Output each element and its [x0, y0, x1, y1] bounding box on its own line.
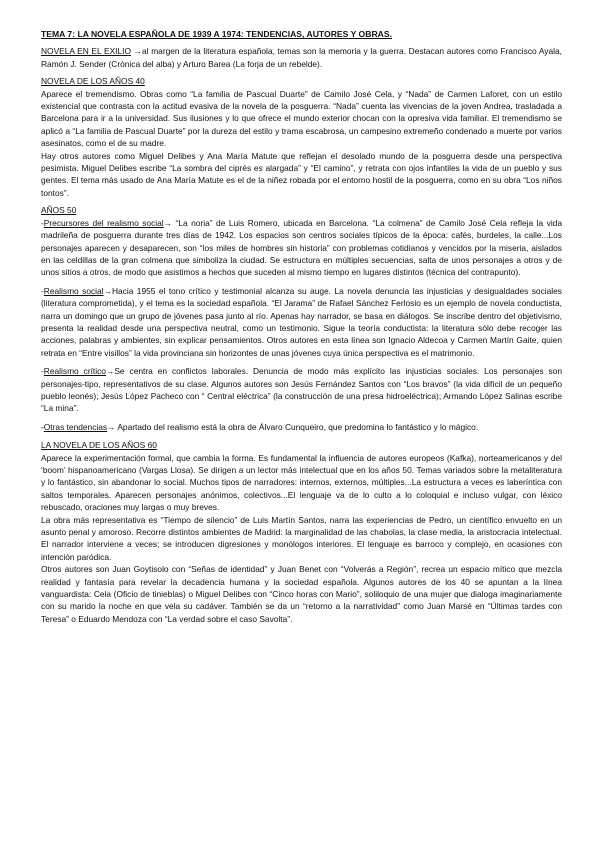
otras-tendencias-text: → Apartado del realismo está la obra de Álvaro Cunqueiro, que predomina lo fantástico y lo mágico.: [107, 421, 479, 432]
realismo-critico-label: Realismo crítico: [43, 366, 106, 377]
anos60-paragraph-3: Otros autores son Juan Goytisolo con “Señas de identidad” y Juan Benet con “Volverás a Región”, recrea un espacio mítico que mezcla realidad y fantasía para revelar la decadencia humana y la sociedad española. Algunos autores de los 40 se apuntan a la línea vanguardista: Cela (Oficio de tinieblas) o Miguel Delibes con “Cinco horas con Mario”, soliloquio de una mujer que dialoga imaginariamente con su marido la noche en que vela su cadáver. También se da un “retorno a la narratividad” como Juan Marsé en “Últimas tardes con Teresa” o Eduardo Mendoza con “La verdad sobre el caso Savolta”.: [41, 564, 562, 624]
realismo-social-paragraph: -Realismo social→Hacia 1955 el tono crítico y testimonial alcanza su auge. La novela denuncia las injusticias y desigualdades sociales (literatura comprometida), y el tema es la sociedad española. “El Jarama” de Rafael Sánchez Ferlosio es un ejemplo de novela conductista, narra un domingo que un grupo de jóvenes pasa junto al río. Apenas hay narrador, se basa en diálogos. Se inscribe dentro del objetivismo, presenta la realidad desde una perspectiva neutral, como un testimonio. Sigue la teoría conductista: la literatura sólo debe recoger las acciones, palabras y ambientes, sin explicar pensamientos. Otros autores en esta línea son Ignacio Aldecoa y Carmen Martín Gaite, quien retrata en “Entre visillos” la vida provinciana sin horizontes de unas jóvenes cuya única perspectiva es el matrimonio.: [41, 285, 562, 358]
section-heading-anos-50: AÑOS 50: [41, 205, 77, 216]
realismo-social-label: Realismo social: [43, 285, 104, 296]
section-heading-anos-60: LA NOVELA DE LOS AÑOS 60: [41, 440, 157, 451]
exilio-paragraph: [41, 45, 562, 70]
otras-tendencias-paragraph: -Otras tendencias→ Apartado del realismo está la obra de Álvaro Cunqueiro, que predomina lo fantástico y lo mágico.: [41, 421, 479, 432]
anos60-paragraph-2: La obra más representativa es “Tiempo de silencio” de Luis Martín Santos, narra las experiencias de Pedro, un científico envuelto en un asunto penal y amoroso. Recorre distintos ambientes de Madrid: la marginalidad de las chabolas, la clase media, la aristocracia intelectual. El narrador interviene a veces; se introducen digresiones y monólogos interiores. El lenguaje es barroco y complejo, en ocasiones con intención paródica.: [41, 514, 562, 562]
exilio-label: NOVELA EN EL EXILIO: [41, 46, 132, 57]
realismo-social-text: →Hacia 1955 el tono crítico y testimonial alcanza su auge. La novela denuncia las injusticias y desigualdades sociales (literatura comprometida), y el tema es la sociedad española. “El Jarama” de Rafael Sánchez Ferlosio es un ejemplo de novela conductista, narra un domingo que un grupo de jóvenes pasa junto al río. Apenas hay narrador, se basa en diálogos. Se inscribe dentro del objetivismo, presenta la realidad desde una perspectiva neutral, como un testimonio. Sigue la teoría conductista: la literatura sólo debe recoger las acciones, palabras y ambientes, sin explicar pensamientos. Otros autores en esta línea son Ignacio Aldecoa y Carmen Martín Gaite, quien retrata en “Entre visillos” la vida provinciana sin horizontes de unas jóvenes cuya única perspectiva es el matrimonio.: [41, 285, 562, 358]
anos60-paragraph-1: Aparece la experimentación formal, que cambia la forma. Es fundamental la influencia de autores europeos (Kafka), norteamericanos y del ‘boom’ hispanoamericano (Vargas Llosa). Se dirigen a un lector más intelectual que en los años 50. Temas variados sobre la metaliteratura y lo fantástico, sin abandonar lo social. Muchos tipos de narradores: internos, externos, múltiples...La estructura a veces es laberíntica con saltos temporales. Aparecen personajes anónimos, colectivos...El lenguaje va de lo culto a lo coloquial e incluso vulgar, con léxico rebuscado, oraciones muy largas o muy breves.: [41, 452, 562, 513]
realismo-critico-paragraph: -Realismo crítico→Se centra en conflictos laborales. Denuncia de modo más explícito las injusticias sociales. Los personajes son personajes-tipo, representativos de su clase. Algunos autores son Jesús Fernández Santos con “Los bravos” (la vida difícil de un pequeño pueblo leonés); Jesús López Pacheco con “ Central eléctrica” (la construcción de una presa hidroeléctrica); Armando López Salinas escribe “La mina”.: [41, 366, 562, 414]
anos40-paragraph-2: Hay otros autores como Miguel Delibes y Ana María Matute que reflejan el desolado mundo de la posguerra desde una perspectiva pesimista. Miguel Delibes escribe “La sombra del ciprés es alargada” y “El camino”, y retrata con ojos infantiles la vida de un pueblo y sus gentes. El tema más usado de Ana María Matute es el de la niñez robada por el entorno hostil de la posguerra, como en su obra “Los niños tontos”.: [41, 150, 562, 198]
precursores-label: Precursores del realismo social: [43, 217, 164, 228]
section-heading-anos-40: NOVELA DE LOS AÑOS 40: [41, 76, 145, 87]
precursores-paragraph: -Precursores del realismo social→ “La noria” de Luis Romero, ubicada en Barcelona. “La colmena” de Camilo José Cela refleja la vida madrileña de posguerra durante tres días de 1942. Los espacios son centros sociales típicos de la época: cafés, burdeles, la calle...Los personajes aparecen y desaparecen, son “los miles de hombres sin historia” con problemas cotidianos y vencidos por la miseria, aislados en las celdillas de la gran colmena que simboliza la ciudad. Se estructura en múltiples secuencias, salta de unos personajes a otros y de unos sitios a otros, de modo que asistimos a hechos que suceden al mismo tiempo en lugares distintos (técnica del contrapunto).: [41, 217, 562, 278]
document-title: TEMA 7: LA NOVELA ESPAÑOLA DE 1939 A 1974: TENDENCIAS, AUTORES Y OBRAS.: [41, 29, 392, 39]
precursores-text: → “La noria” de Luis Romero, ubicada en Barcelona. “La colmena” de Camilo José Cela refleja la vida madrileña de posguerra durante tres días de 1942. Los espacios son centros sociales típicos de la época: cafés, burdeles, la calle...Los personajes aparecen y desaparecen, son “los miles de hombres sin historia” con problemas cotidianos y vencidos por la miseria, aislados en las celdillas de la gran colmena que simboliza la ciudad. Se estructura en múltiples secuencias, salta de unos personajes a otros y de unos sitios a otros, de modo que asistimos a hechos que suceden al mismo tiempo en lugares distintos (técnica del contrapunto).: [41, 217, 562, 278]
realismo-critico-text: →Se centra en conflictos laborales. Denuncia de modo más explícito las injusticias sociales. Los personajes son personajes-tipo, representativos de su clase. Algunos autores son Jesús Fernández Santos con “Los bravos” (la vida difícil de un pequeño pueblo leonés); Jesús López Pacheco con “ Central eléctrica” (la construcción de una presa hidroeléctrica); Armando López Salinas escribe “La mina”.: [41, 366, 562, 414]
otras-tendencias-label: Otras tendencias: [43, 421, 108, 432]
exilio-text: →al margen de la literatura española, temas son la memoria y la guerra. Destacan autores como Francisco Ayala, Ramón J. Sender (Crónica del alba) y Arturo Barea (La forja de un rebelde).: [41, 46, 562, 69]
anos40-paragraph-1: Aparece el tremendismo. Obras como “La familia de Pascual Duarte” de Camilo José Cela, y “Nada” de Carmen Laforet, con un estilo existencial que contrasta con la actitud evasiva de la novela de la posguerra. “Nada” cuenta las vivencias de la joven Andrea, trasladada a Barcelona para ir a la universidad. Sus ilusiones y lo que ofrece el mundo exterior chocan con la opresiva vida familiar. El tremendismo se aplicó a “La familia de Pascual Duarte” por la dureza del estilo y trama escabrosa, un campesino extremeño condenado a muerte por varios asesinatos, como el de su madre.: [41, 88, 562, 149]
